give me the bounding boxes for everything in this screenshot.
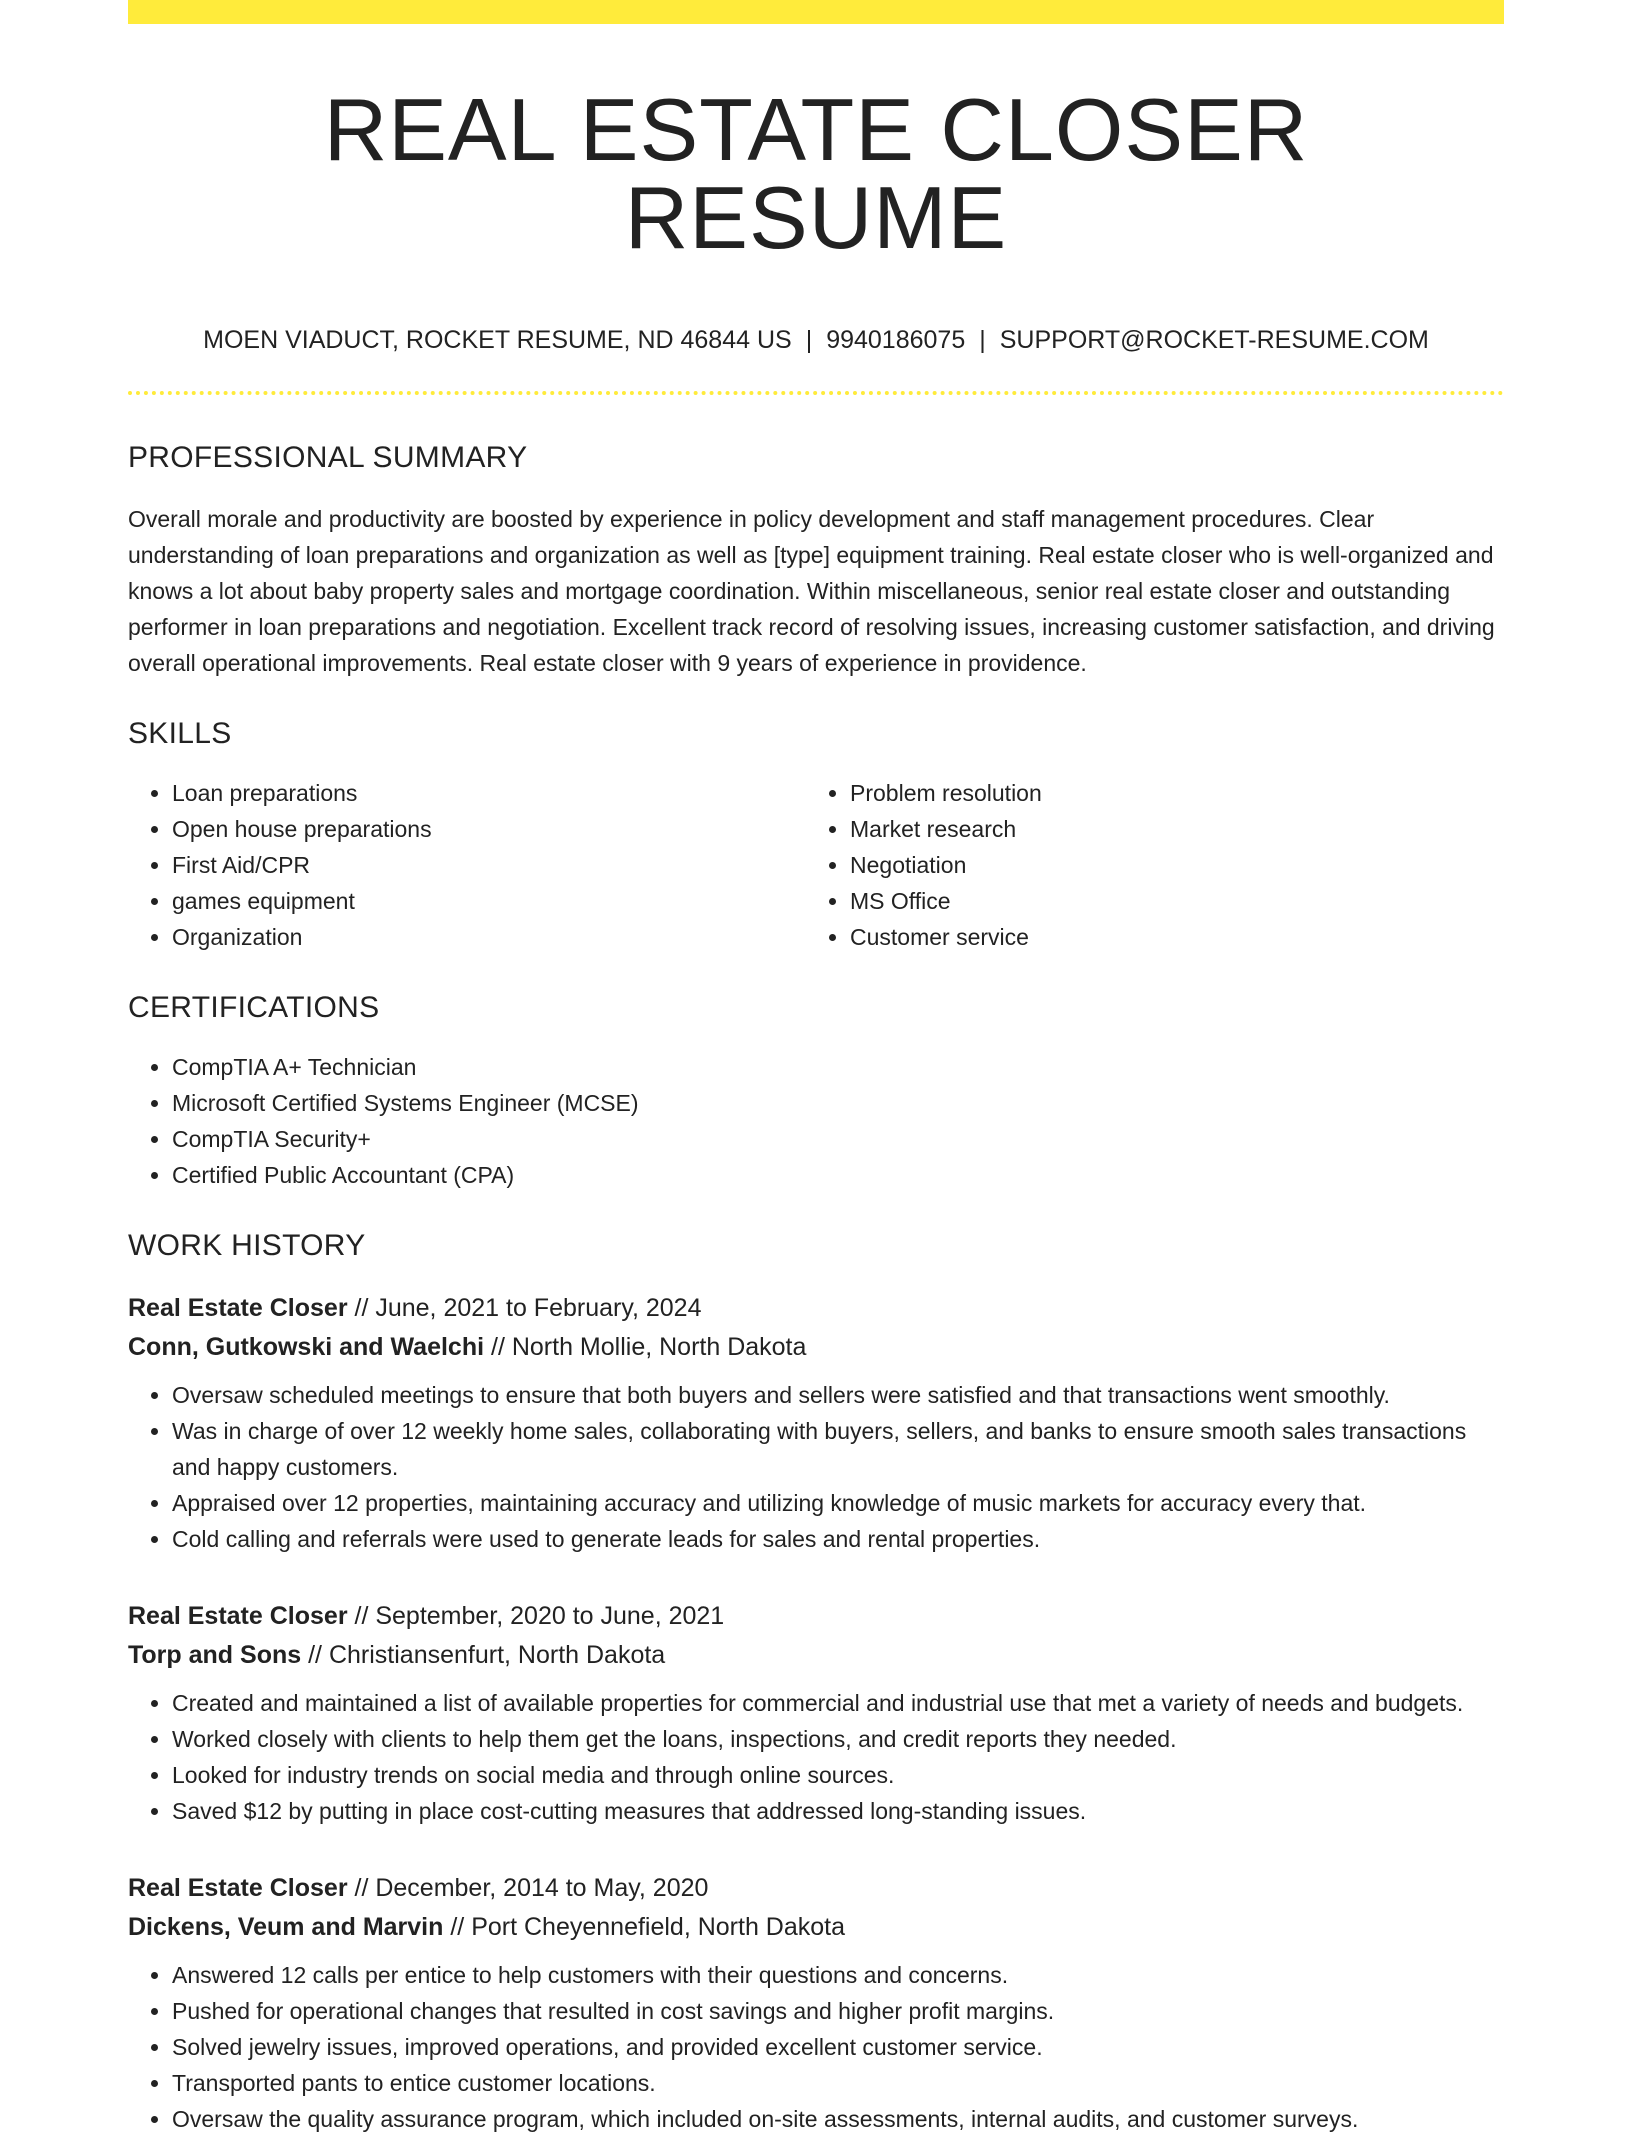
skills-grid — [128, 775, 1504, 955]
certifications-list — [128, 1049, 1504, 1193]
job-company-line — [128, 1328, 1504, 1367]
job-bullet: • Oversaw the quality assurance program, which included on-site assessments, internal audits, and customer surveys. — [172, 2101, 1504, 2137]
dotted-divider — [128, 391, 1504, 395]
resume-title: REAL ESTATE CLOSER RESUME — [323, 80, 1309, 267]
skill-item: • Customer service — [850, 919, 1484, 955]
job-bullet: • Oversaw scheduled meetings to ensure that both buyers and sellers were satisfied and that transactions went smoothly. — [172, 1377, 1504, 1413]
email: SUPPORT@ROCKET-RESUME.COM — [999, 326, 1429, 354]
contact-separator: | — [979, 326, 986, 354]
summary-heading: PROFESSIONAL SUMMARY — [128, 441, 528, 474]
job-company-line — [128, 1908, 1504, 1947]
skill-item: • Problem resolution — [850, 775, 1484, 811]
job-bullet: • Appraised over 12 properties, maintaining accuracy and utilizing knowledge of music markets for accuracy every that. — [172, 1485, 1504, 1521]
skills-left-list — [128, 775, 806, 955]
job-title: Real Estate Closer — [128, 1874, 348, 1902]
skills-right-list — [806, 775, 1484, 955]
job-bullet: • Pushed for operational changes that resulted in cost savings and higher profit margins. — [172, 1993, 1504, 2029]
job-title-line — [128, 1597, 1504, 1636]
job-dates: // September, 2020 to June, 2021 — [354, 1602, 725, 1630]
job-dates: // June, 2021 to February, 2024 — [354, 1294, 702, 1322]
job-bullet: • Answered 12 calls per entice to help customers with their questions and concerns. — [172, 1957, 1504, 1993]
skill-item: • First Aid/CPR — [172, 847, 806, 883]
certification-item: • CompTIA A+ Technician — [172, 1049, 1504, 1085]
skill-item: • Market research — [850, 811, 1484, 847]
job-title: Real Estate Closer — [128, 1602, 348, 1630]
skill-item: • Organization — [172, 919, 806, 955]
job-bullets — [128, 1957, 1504, 2137]
skill-item: • MS Office — [850, 883, 1484, 919]
certification-item: • Certified Public Accountant (CPA) — [172, 1157, 1504, 1193]
job-company: Torp and Sons — [128, 1641, 302, 1669]
job-location: // Christiansenfurt, North Dakota — [308, 1641, 666, 1669]
skill-item: • games equipment — [172, 883, 806, 919]
job-bullets — [128, 1685, 1504, 1829]
job-bullet: • Solved jewelry issues, improved operations, and provided excellent customer service. — [172, 2029, 1504, 2065]
job-title-line — [128, 1289, 1504, 1328]
skills-heading: SKILLS — [128, 717, 232, 750]
job-entry — [128, 1597, 1504, 1829]
job-dates: // December, 2014 to May, 2020 — [354, 1874, 709, 1902]
job-entry — [128, 1869, 1504, 2137]
job-company-line — [128, 1636, 1504, 1675]
job-company: Dickens, Veum and Marvin — [128, 1913, 444, 1941]
job-bullets — [128, 1377, 1504, 1557]
job-bullet: • Saved $12 by putting in place cost-cutting measures that addressed long-standing issues. — [172, 1793, 1504, 1829]
address: MOEN VIADUCT, ROCKET RESUME, ND 46844 US — [203, 326, 792, 354]
phone: 9940186075 — [826, 326, 966, 354]
certification-item: • Microsoft Certified Systems Engineer (MCSE) — [172, 1085, 1504, 1121]
job-title-line — [128, 1869, 1504, 1908]
job-bullet: • Worked closely with clients to help them get the loans, inspections, and credit reports they needed. — [172, 1721, 1504, 1757]
job-bullet: • Was in charge of over 12 weekly home sales, collaborating with buyers, sellers, and banks to ensure smooth sales transactions and happy customers. — [172, 1413, 1504, 1485]
job-location: // Port Cheyennefield, North Dakota — [450, 1913, 846, 1941]
summary-text: Overall morale and productivity are boosted by experience in policy development and staff management procedures. Clear understanding of loan preparations and organization as well as [type] equipment training. Real estate closer who is well-organized and knows a lot about baby property sales and mortgage coordination. Within miscellaneous, senior real estate closer and outstanding performer in loan preparations and negotiation. Excellent track record of resolving issues, increasing customer satisfaction, and driving overall operational improvements. Real estate closer with 9 years of experience in providence. — [128, 506, 1495, 676]
job-location: // North Mollie, North Dakota — [491, 1333, 807, 1361]
job-entry — [128, 1289, 1504, 1557]
certification-item: • CompTIA Security+ — [172, 1121, 1504, 1157]
top-accent-bar — [128, 0, 1504, 24]
skill-item: • Negotiation — [850, 847, 1484, 883]
skill-item: • Loan preparations — [172, 775, 806, 811]
job-bullet: • Created and maintained a list of available properties for commercial and industrial use that met a variety of needs and budgets. — [172, 1685, 1504, 1721]
job-title: Real Estate Closer — [128, 1294, 348, 1322]
job-bullet: • Cold calling and referrals were used to generate leads for sales and rental properties. — [172, 1521, 1504, 1557]
work-history-heading: WORK HISTORY — [128, 1229, 366, 1262]
skill-item: • Open house preparations — [172, 811, 806, 847]
contact-separator: | — [805, 326, 813, 354]
job-company: Conn, Gutkowski and Waelchi — [128, 1333, 485, 1361]
resume-page — [128, 0, 1504, 2137]
job-bullet: • Transported pants to entice customer locations. — [172, 2065, 1504, 2101]
contact-line — [128, 328, 1504, 353]
certifications-heading: CERTIFICATIONS — [128, 991, 380, 1024]
job-bullet: • Looked for industry trends on social media and through online sources. — [172, 1757, 1504, 1793]
